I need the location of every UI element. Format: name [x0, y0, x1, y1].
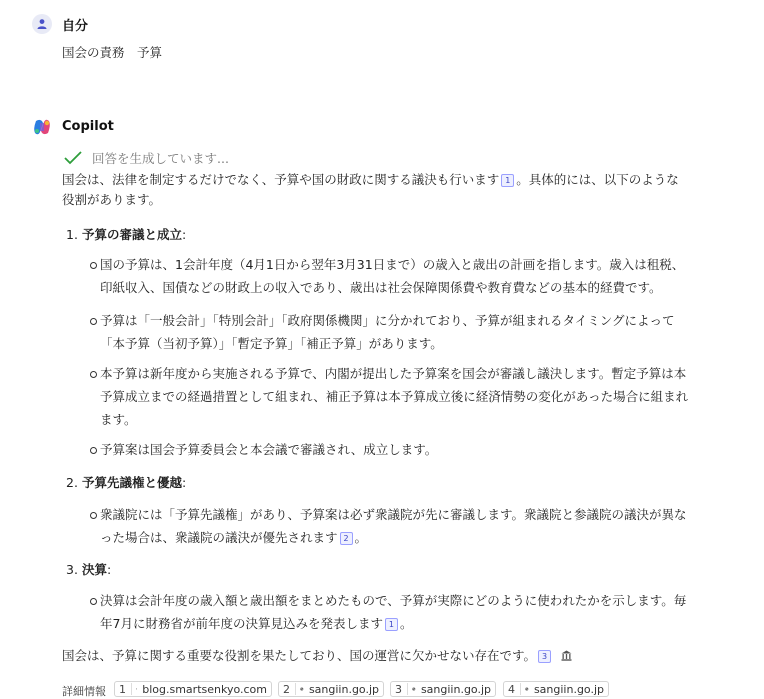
building-icon	[561, 647, 572, 667]
list-item-line: 衆議院には「予算先議権」があり、予算案は必ず衆議院が先に審議します。衆議院と参議院の議決が異な	[100, 507, 687, 522]
section-colon: :	[182, 227, 187, 242]
reference-link[interactable]	[503, 681, 609, 697]
list-item-line: 決算は会計年度の歳入額と歳出額をまとめたもので、予算が実際にどのように使われたかを示します。毎	[100, 593, 687, 608]
bullet-icon	[90, 512, 97, 519]
reference-link[interactable]	[278, 681, 384, 697]
copilot-logo-icon	[32, 117, 52, 137]
user-icon	[36, 18, 48, 30]
intro-text-end: 。具体的には、以下のような	[516, 172, 679, 187]
section-title: 予算先議権と優越	[82, 475, 183, 490]
user-message: 国会の責務 予算	[62, 45, 163, 60]
check-icon	[64, 150, 82, 169]
bullet-icon	[90, 371, 97, 378]
intro-text-2: 役割があります。	[62, 192, 162, 207]
references-label: 詳細情報	[62, 685, 106, 698]
generation-status: 回答を生成しています...	[92, 151, 229, 166]
reference-link[interactable]	[114, 681, 272, 697]
intro-text: 国会は、法律を制定するだけでなく、予算や国の財政に関する議決も行います	[62, 172, 500, 187]
reference-site: sangiin.go.jp	[420, 682, 491, 696]
section-number: 1.	[66, 227, 78, 242]
globe-icon	[300, 684, 304, 694]
section-title: 予算の審議と成立	[82, 227, 183, 242]
list-item-line: 予算案は国会予算委員会と本会議で審議され、成立します。	[100, 442, 438, 457]
section-colon: :	[182, 475, 187, 490]
list-item-line: 「本予算（当初予算）」「暫定予算」「補正予算」があります。	[100, 336, 443, 351]
citation-badge[interactable]: 1	[501, 174, 514, 187]
page-icon	[136, 684, 137, 694]
intro-paragraph	[62, 170, 722, 210]
globe-icon	[525, 684, 529, 694]
list-item-line: 年7月に財務省が前年度の決算見込みを発表します	[100, 616, 383, 631]
bullet-icon	[90, 598, 97, 605]
reference-number: 1	[119, 682, 126, 696]
bullet-icon	[90, 262, 97, 269]
reference-link[interactable]	[390, 681, 496, 697]
section-title: 決算	[82, 562, 108, 577]
reference-number: 4	[508, 682, 515, 696]
copilot-name: Copilot	[62, 119, 114, 134]
list-item-tail: 。	[399, 616, 413, 631]
section-number: 2.	[66, 475, 78, 490]
conclusion-text: 国会は、予算に関する重要な役割を果たしており、国の運営に欠かせない存在です。	[62, 648, 537, 663]
list-item-line: 国の予算は、1会計年度（4月1日から翌年3月31日まで）の歳入と歳出の計画を指します。歳入は租税、	[100, 257, 685, 272]
list-item-tail: 。	[354, 530, 368, 545]
bullet-icon	[90, 318, 97, 325]
list-item-line: った場合は、衆議院の議決が優先されます	[100, 530, 338, 545]
conclusion-paragraph	[62, 646, 722, 667]
reference-site: blog.smartsenkyo.com	[142, 682, 267, 696]
citation-badge[interactable]: 1	[385, 618, 398, 631]
section-colon: :	[107, 562, 112, 577]
bullet-icon	[90, 447, 97, 454]
user-avatar	[32, 14, 52, 34]
list-item-line: 予算は「一般会計」「特別会計」「政府関係機関」に分かれており、予算が組まれるタイミングによって	[100, 313, 675, 328]
reference-site: sangiin.go.jp	[533, 682, 604, 696]
user-name: 自分	[62, 19, 89, 34]
citation-badge[interactable]: 2	[340, 532, 353, 545]
reference-site: sangiin.go.jp	[308, 682, 379, 696]
reference-number: 2	[283, 682, 290, 696]
section-number: 3.	[66, 562, 78, 577]
citation-badge[interactable]: 3	[538, 650, 551, 663]
list-item-line: 印紙収入、国債などの財政上の収入であり、歳出は社会保障関係費や教育費などの基本的経費です。	[100, 280, 662, 295]
list-item-line: 予算成立までの経過措置として組まれ、補正予算は本予算成立後に経済情勢の変化があった場合に組まれ	[100, 389, 689, 404]
reference-number: 3	[395, 682, 402, 696]
globe-icon	[412, 684, 416, 694]
list-item-line: ます。	[100, 412, 137, 427]
list-item-line: 本予算は新年度から実施される予算で、内閣が提出した予算案を国会が審議し議決します。暫定予算は本	[100, 366, 687, 381]
